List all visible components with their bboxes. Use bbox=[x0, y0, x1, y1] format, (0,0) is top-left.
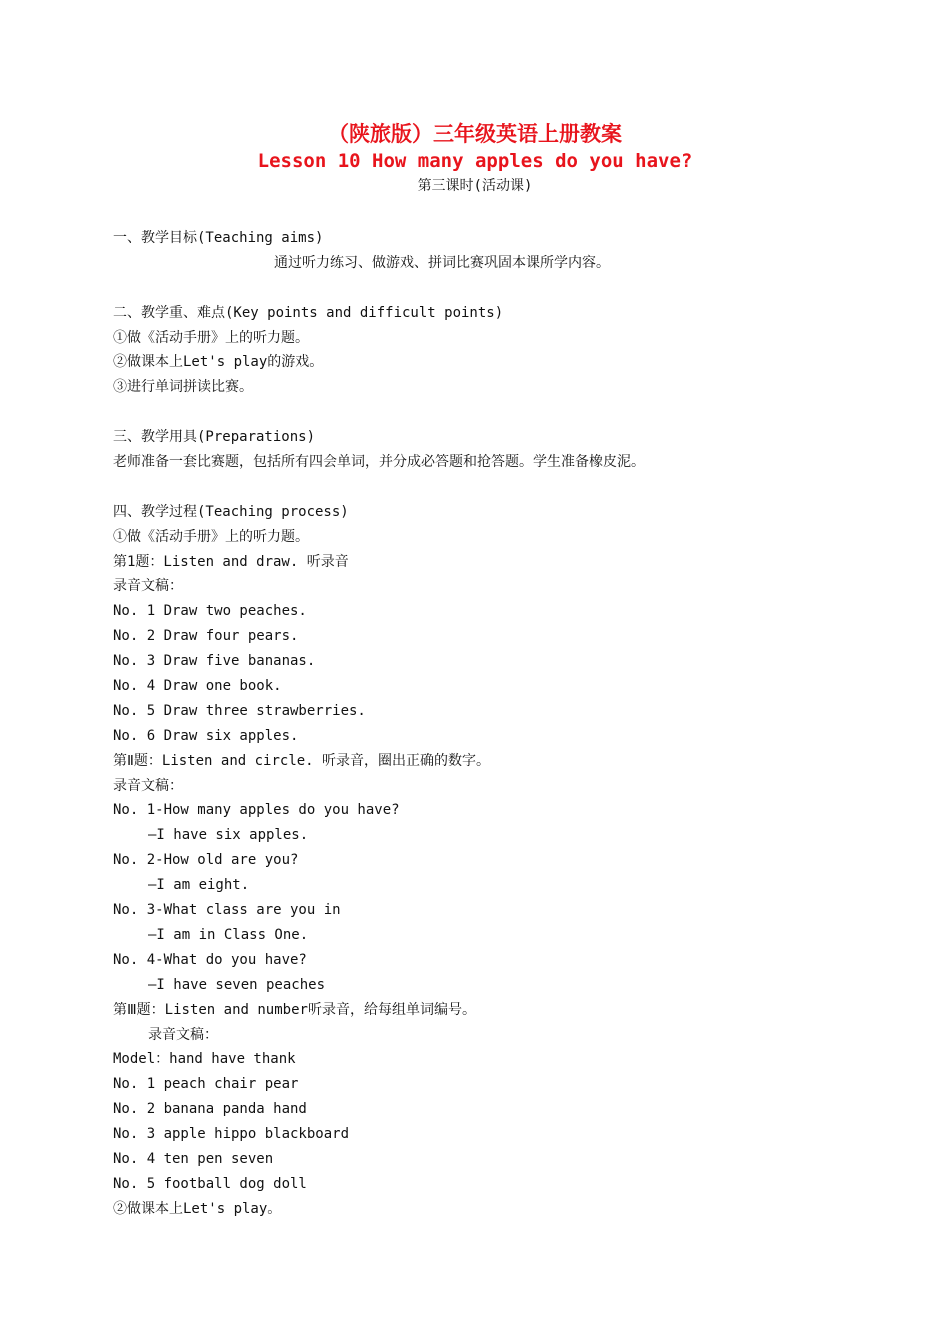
document-subtitle: 第三课时(活动课) bbox=[417, 178, 533, 194]
question-3-line: Model：hand have thank bbox=[113, 1051, 296, 1068]
spacer bbox=[113, 276, 853, 301]
spacer bbox=[113, 475, 853, 500]
question-1-line: No. 2 Draw four pears. bbox=[113, 628, 299, 645]
question-3-title: 第Ⅲ题：Listen and number听录音，给每组单词编号。 bbox=[113, 1001, 476, 1018]
section-heading-key-points: 二、教学重、难点(Key points and difficult points) bbox=[113, 304, 504, 321]
question-2-question: No. 4-What do you have? bbox=[113, 951, 307, 968]
question-3-line: No. 1 peach chair pear bbox=[113, 1076, 299, 1093]
question-2-title: 第Ⅱ题：Listen and circle. 听录音，圈出正确的数字。 bbox=[113, 752, 491, 769]
question-1-line: No. 6 Draw six apples. bbox=[113, 727, 299, 744]
document-title-en: Lesson 10 How many apples do you have? bbox=[257, 150, 693, 172]
question-1-line: No. 1 Draw two peaches. bbox=[113, 603, 307, 620]
question-2-question: No. 3-What class are you in bbox=[113, 902, 341, 919]
process-step-1: ①做《活动手册》上的听力题。 bbox=[113, 528, 309, 545]
question-3-script-label: 录音文稿： bbox=[148, 1026, 218, 1043]
key-point-item: ③进行单词拼读比赛。 bbox=[113, 379, 253, 396]
key-point-item: ①做《活动手册》上的听力题。 bbox=[113, 329, 309, 346]
question-1-line: No. 4 Draw one book. bbox=[113, 678, 282, 695]
question-1-script-label: 录音文稿： bbox=[113, 578, 183, 595]
question-2-answer: —I have six apples. bbox=[148, 827, 309, 844]
document-title-cn: （陕旅版）三年级英语上册教案 bbox=[328, 122, 622, 146]
question-3-line: No. 5 football dog doll bbox=[113, 1175, 307, 1192]
question-3-line: No. 4 ten pen seven bbox=[113, 1150, 274, 1167]
teaching-aims-text: 通过听力练习、做游戏、拼词比赛巩固本课所学内容。 bbox=[274, 254, 610, 271]
question-1-line: No. 3 Draw five bananas. bbox=[113, 653, 316, 670]
question-3-line: No. 2 banana panda hand bbox=[113, 1101, 307, 1118]
section-heading-teaching-process: 四、教学过程(Teaching process) bbox=[113, 503, 349, 520]
process-step-2: ②做课本上Let's play。 bbox=[113, 1200, 282, 1217]
question-3-line: No. 3 apple hippo blackboard bbox=[113, 1126, 350, 1143]
question-2-answer: —I am eight. bbox=[148, 877, 250, 894]
question-2-answer: —I have seven peaches bbox=[148, 976, 326, 993]
question-2-script-label: 录音文稿： bbox=[113, 777, 183, 794]
question-1-line: No. 5 Draw three strawberries. bbox=[113, 702, 366, 719]
section-heading-teaching-aims: 一、教学目标(Teaching aims) bbox=[113, 230, 324, 246]
question-1-title: 第1题：Listen and draw. 听录音 bbox=[113, 553, 349, 570]
question-2-question: No. 2-How old are you? bbox=[113, 852, 299, 869]
key-point-item: ②做课本上Let's play的游戏。 bbox=[113, 354, 324, 371]
preparations-text: 老师准备一套比赛题，包括所有四会单词，并分成必答题和抢答题。学生准备橡皮泥。 bbox=[113, 454, 645, 471]
question-2-answer: —I am in Class One. bbox=[148, 926, 309, 943]
section-heading-preparations: 三、教学用具(Preparations) bbox=[113, 429, 316, 446]
question-2-question: No. 1-How many apples do you have? bbox=[113, 802, 400, 819]
document-body bbox=[113, 226, 853, 1222]
spacer bbox=[113, 400, 853, 425]
document-header bbox=[0, 120, 950, 198]
